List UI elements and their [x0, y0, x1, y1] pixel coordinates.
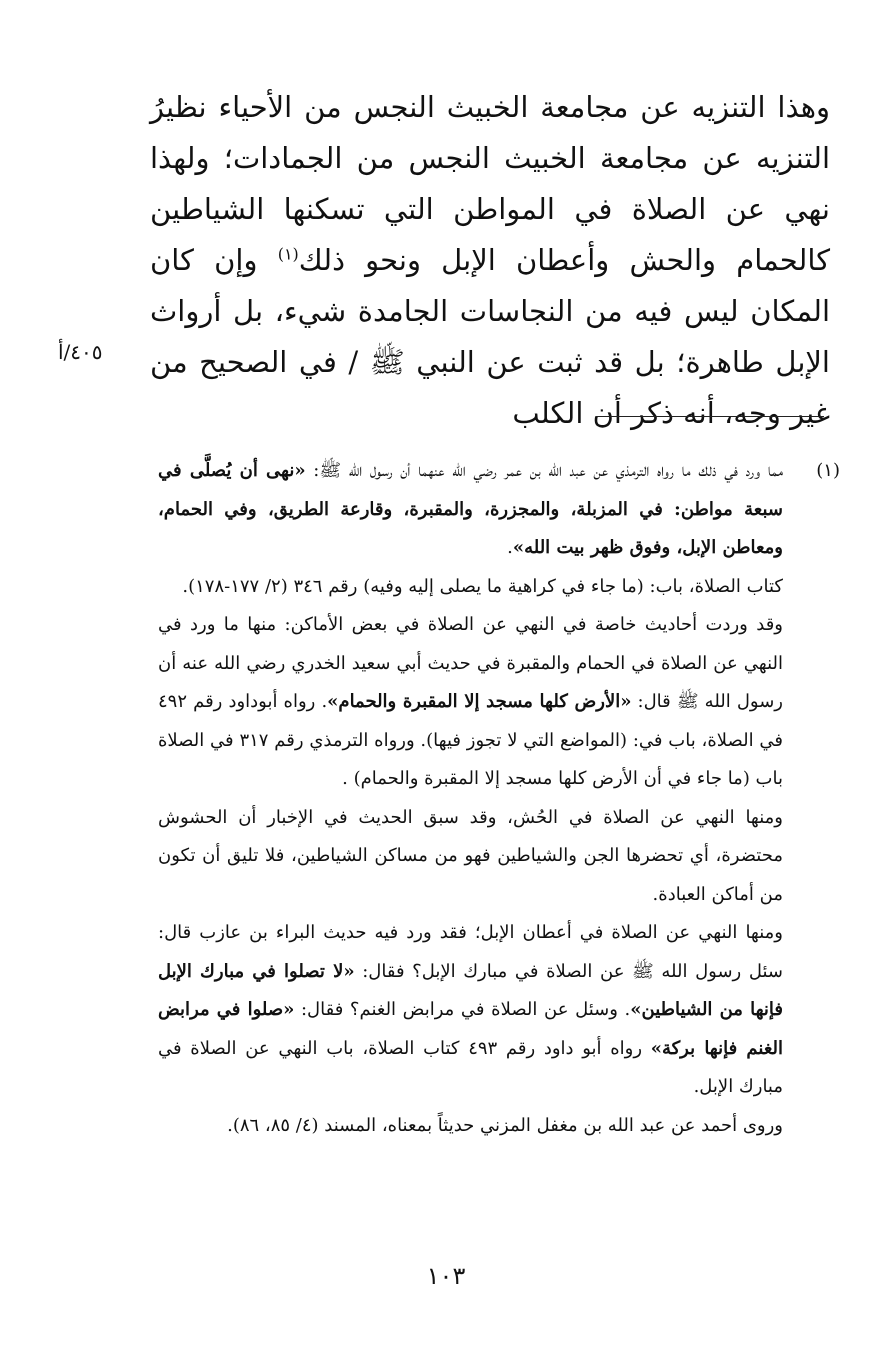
hadith-quote: «لا تصلوا في مبارك الإبل فإنها من الشياطين»	[158, 960, 783, 1020]
footnote-text: . رواه أبوداود رقم ٤٩٢ في الصلاة، باب في: (المواضع التي لا تجوز فيها). ورواه الترمذي رقم ٣١٧ في الصلاة باب (ما جاء في أن الأرض كلها مسجد إلا المقبرة والحمام) .	[158, 691, 783, 789]
main-text	[150, 82, 830, 439]
hadith-quote: «صلوا في مرابض الغنم فإنها بركة»	[158, 999, 783, 1059]
footnote-separator	[596, 416, 824, 417]
page-number: ١٠٣	[426, 1262, 466, 1290]
footnote-paragraph-4: ومنها النهي عن الصلاة في الحُش، وقد سبق الحديث في الإخبار أن الحشوش محتضرة، أي تحضرها الجن والشياطين فهو من مساكن الشياطين، فلا تليق أن تكون من أماكن العبادة.	[158, 806, 783, 905]
hadith-quote: «نهى أن يُصلَّى في سبعة مواطن: في المزبلة، والمجزرة، والمقبرة، وقارعة الطريق، وفي الحمام، ومعاطن الإبل، وفوق ظهر بيت الله»	[158, 460, 783, 558]
main-text-part-1: وهذا التنزيه عن مجامعة الخبيث النجس من الأحياء نظيرُ التنزيه عن مجامعة الخبيث النجس من الجمادات؛ ولهذا نهي عن الصلاة في المواطن التي تسكنها الشياطين كالحمام والحش وأعطان الإبل ونحو ذلك	[150, 90, 831, 277]
footnote-paragraph-5	[158, 914, 783, 1107]
hadith-quote: «الأرض كلها مسجد إلا المقبرة والحمام»	[327, 691, 632, 712]
footnote-marker: (١)	[277, 244, 299, 264]
footnote-paragraph-6: وروى أحمد عن عبد الله بن مغفل المزني حديثاً بمعناه، المسند (٤/ ٨٥، ٨٦).	[227, 1114, 783, 1136]
footnote-paragraph-2: كتاب الصلاة، باب: (ما جاء في كراهية ما يصلى إليه وفيه) رقم ٣٤٦ (٢/ ١٧٧-١٧٨).	[182, 575, 783, 597]
manuscript-folio-ref: ٤٠٥/أ	[58, 340, 103, 364]
footnote-text: مما ورد في ذلك ما رواه الترمذي عن عبد الله بن عمر رضي الله عنهما أن رسول الله ﷺ:	[305, 460, 783, 481]
footnote-paragraph-1	[158, 452, 783, 568]
footnote-text: .	[507, 537, 513, 558]
footnote-paragraph-3	[158, 606, 783, 799]
footnote-text: رواه أبو داود رقم ٤٩٣ كتاب الصلاة، باب النهي عن الصلاة في مبارك الإبل.	[158, 1037, 783, 1097]
footnote-number: (١)	[816, 460, 840, 481]
footnote-text: وقد وردت أحاديث خاصة في النهي عن الصلاة في بعض الأماكن: منها ما ورد في النهي عن الصلاة في الحمام والمقبرة في حديث أبي سعيد الخدري رضي الله عنه أن رسول الله ﷺ قال:	[158, 614, 783, 712]
footnote-text: ومنها النهي عن الصلاة في أعطان الإبل؛ فقد ورد فيه حديث البراء بن عازب قال: سئل رسول الله ﷺ عن الصلاة في مبارك الإبل؟ فقال:	[158, 922, 784, 982]
main-text-part-2: وإن كان المكان ليس فيه من النجاسات الجامدة شيء، بل أرواث الإبل طاهرة؛ بل قد ثبت عن النبي ﷺ / في الصحيح من غير وجه، أنه ذكر أن الكلب	[150, 243, 830, 430]
footnotes-block	[158, 452, 783, 1145]
footnote-text: . وسئل عن الصلاة في مرابض الغنم؟ فقال:	[294, 999, 631, 1020]
